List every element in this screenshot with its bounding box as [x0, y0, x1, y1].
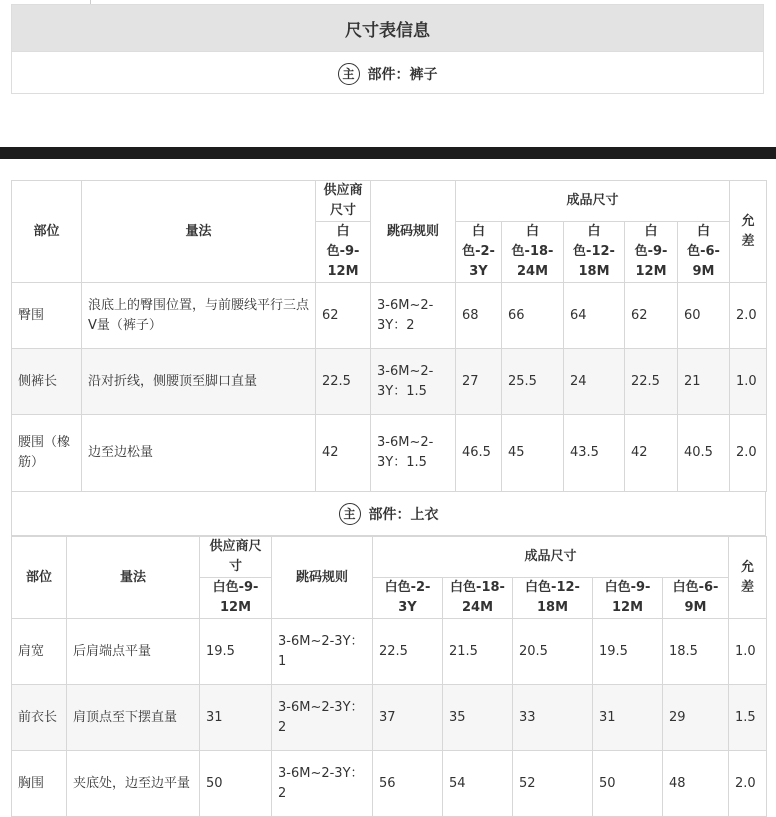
size-col-label: 白色-2-3Y — [373, 578, 443, 619]
cell-value: 35 — [443, 685, 513, 751]
table-row — [12, 283, 767, 349]
cell-value: 27 — [456, 349, 502, 415]
cell-value: 66 — [502, 283, 564, 349]
cell-value: 48 — [663, 751, 729, 817]
cell-supplier: 42 — [316, 415, 371, 492]
cell-value: 19.5 — [593, 619, 663, 685]
table-row — [12, 751, 767, 817]
cell-value: 43.5 — [564, 415, 625, 492]
col-grading-rule: 跳码规则 — [272, 537, 373, 619]
part-top-header — [11, 491, 766, 536]
cell-value: 68 — [456, 283, 502, 349]
cell-grading: 3-6M~2-3Y：2 — [371, 283, 456, 349]
size-col-label: 白色-12-18M — [564, 222, 625, 283]
supplier-size-label: 白色-9-12M — [200, 578, 272, 619]
top-size-table — [11, 536, 767, 817]
col-method: 量法 — [82, 181, 316, 283]
cell-value: 25.5 — [502, 349, 564, 415]
size-col-label: 白色-12-18M — [513, 578, 593, 619]
cell-value: 52 — [513, 751, 593, 817]
cell-part: 腰围（橡筋） — [12, 415, 82, 492]
size-col-label: 白色-18-24M — [443, 578, 513, 619]
size-col-label: 白色-9-12M — [593, 578, 663, 619]
cell-value: 33 — [513, 685, 593, 751]
cell-supplier: 22.5 — [316, 349, 371, 415]
part-pants-header — [12, 51, 763, 95]
cell-value: 37 — [373, 685, 443, 751]
cell-method: 后肩端点平量 — [67, 619, 200, 685]
cell-value: 46.5 — [456, 415, 502, 492]
cell-tolerance: 1.0 — [730, 349, 767, 415]
col-part: 部位 — [12, 181, 82, 283]
cell-value: 21.5 — [443, 619, 513, 685]
cell-supplier: 19.5 — [200, 619, 272, 685]
cell-value: 24 — [564, 349, 625, 415]
cell-value: 62 — [625, 283, 678, 349]
cell-value: 45 — [502, 415, 564, 492]
cell-value: 18.5 — [663, 619, 729, 685]
col-grading-rule: 跳码规则 — [371, 181, 456, 283]
cell-method: 边至边松量 — [82, 415, 316, 492]
cell-grading: 3-6M~2-3Y：1.5 — [371, 349, 456, 415]
size-chart-title: 尺寸表信息 — [12, 5, 763, 51]
cell-grading: 3-6M~2-3Y：2 — [272, 751, 373, 817]
supplier-size-label: 白色-9-12M — [316, 222, 371, 283]
cell-value: 21 — [678, 349, 730, 415]
col-supplier-size: 供应商尺寸 — [200, 537, 272, 578]
cell-method: 沿对折线，侧腰顶至脚口直量 — [82, 349, 316, 415]
size-chart-info-box — [11, 4, 764, 94]
part-label: 部件：上衣 — [368, 506, 439, 523]
cell-tolerance: 2.0 — [730, 415, 767, 492]
col-finished-size: 成品尺寸 — [456, 181, 730, 222]
cell-part: 前衣长 — [12, 685, 67, 751]
cell-value: 50 — [593, 751, 663, 817]
cell-tolerance: 2.0 — [730, 283, 767, 349]
cell-method: 浪底上的臀围位置，与前腰线平行三点V量（裤子） — [82, 283, 316, 349]
cell-value: 42 — [625, 415, 678, 492]
cell-part: 侧裤长 — [12, 349, 82, 415]
cell-part: 臀围 — [12, 283, 82, 349]
cell-value: 22.5 — [373, 619, 443, 685]
cell-supplier: 62 — [316, 283, 371, 349]
cell-value: 31 — [593, 685, 663, 751]
size-col-label: 白色-18-24M — [502, 222, 564, 283]
size-col-label: 白色-2-3Y — [456, 222, 502, 283]
cell-value: 60 — [678, 283, 730, 349]
size-col-label: 白色-9-12M — [625, 222, 678, 283]
main-badge-icon: 主 — [338, 63, 360, 85]
cell-supplier: 50 — [200, 751, 272, 817]
cell-grading: 3-6M~2-3Y：1.5 — [371, 415, 456, 492]
col-tolerance: 允差 — [729, 537, 767, 619]
col-tolerance: 允差 — [730, 181, 767, 283]
cell-tolerance: 1.0 — [729, 619, 767, 685]
table-row — [12, 349, 767, 415]
cell-part: 肩宽 — [12, 619, 67, 685]
cell-tolerance: 2.0 — [729, 751, 767, 817]
cell-grading: 3-6M~2-3Y：1 — [272, 619, 373, 685]
cell-value: 29 — [663, 685, 729, 751]
cell-grading: 3-6M~2-3Y：2 — [272, 685, 373, 751]
col-supplier-size: 供应商尺寸 — [316, 181, 371, 222]
table-row — [12, 619, 767, 685]
col-part: 部位 — [12, 537, 67, 619]
cell-value: 20.5 — [513, 619, 593, 685]
pants-size-table — [11, 180, 767, 492]
table-row — [12, 415, 767, 492]
cell-tolerance: 1.5 — [729, 685, 767, 751]
cell-part: 胸围 — [12, 751, 67, 817]
table-row — [12, 685, 767, 751]
cell-value: 64 — [564, 283, 625, 349]
col-finished-size: 成品尺寸 — [373, 537, 729, 578]
section-divider-bar — [0, 147, 776, 159]
main-badge-icon: 主 — [339, 503, 361, 525]
cell-value: 22.5 — [625, 349, 678, 415]
cell-value: 54 — [443, 751, 513, 817]
part-label: 部件：裤子 — [367, 66, 438, 83]
size-col-label: 白色-6-9M — [663, 578, 729, 619]
col-method: 量法 — [67, 537, 200, 619]
cell-method: 夹底处，边至边平量 — [67, 751, 200, 817]
cell-method: 肩顶点至下摆直量 — [67, 685, 200, 751]
size-col-label: 白色-6-9M — [678, 222, 730, 283]
cell-value: 40.5 — [678, 415, 730, 492]
cell-supplier: 31 — [200, 685, 272, 751]
cell-value: 56 — [373, 751, 443, 817]
